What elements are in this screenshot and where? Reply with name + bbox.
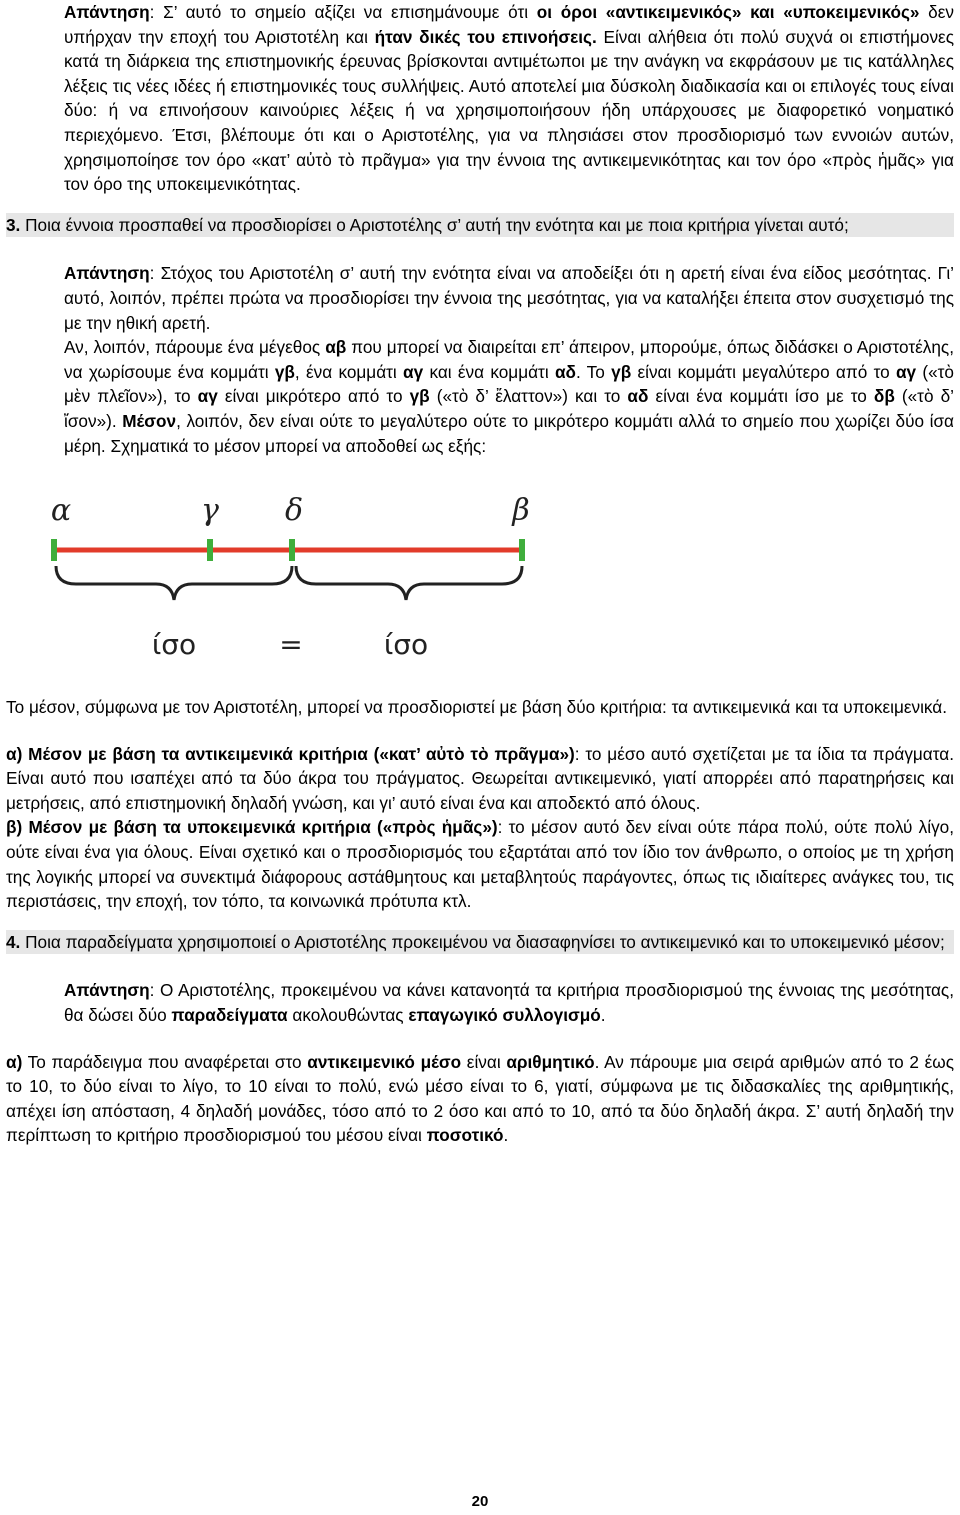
question-4: 4. Ποια παραδείγματα χρησιμοποιεί ο Αριστοτέλης προκειμένου να διασαφηνίσει το αντικειμενικό και το υποκειμενικό μέσον; [6, 930, 954, 955]
equal-right-label: ίσο [383, 628, 429, 662]
point-beta [519, 539, 525, 561]
answer-label: Απάντηση [64, 263, 150, 284]
answer-3-segment-paragraph: Αν, λοιπόν, πάρουμε ένα μέγεθος αβ που μπορεί να διαιρείται επ’ άπειρον, μπορούμε, όπως διδάσκει ο Αριστοτέλης, να χωρίσουμε ένα κομμάτι γβ, ένα κομμάτι αγ και ένα κομμάτι αδ. Το γβ είναι κομμάτι μεγαλύτερο από το αγ («τὸ μὲν πλεῖον»), το αγ είναι μικρότερο από το γβ («τὸ δ’ ἔλαττον») και το αδ είναι ένα κομμάτι ίσο με το δβ («τὸ δ’ ἴσον»). Μέσον, λοιπόν, δεν είναι ούτε το μεγαλύτερο ούτε το μικρότερο κομμάτι αλλά το σημείο που χωρίζει δύο ίσα μέρη. Σχηματικά το μέσον μπορεί να αποδοθεί ως εξής: [64, 337, 954, 456]
answer-label: Απάντηση [64, 980, 150, 1001]
answer-paragraph-2: Απάντηση: Σ’ αυτό το σημείο αξίζει να επισημάνουμε ότι οι όροι «αντικειμενικός» και «υποκειμενικός» δεν υπήρχαν την εποχή του Αριστοτέλη και ήταν δικές του επινοήσεις. Είναι αλήθεια ότι πολύ συχνά οι επιστήμονες κατά τη διάρκεια της επιστημονικής έρευνας βρίσκονται αντιμέτωποι με την ανάγκη να εκφράσουν με τις κατάλληλες λέξεις τις νέες ιδέες ή επιστημονικές τους συλλήψεις. Αυτό αποτελεί μια δύσκολη διαδικασία και οι επιλογές τους είναι δύο: ή να επινοήσουν καινούριες λέξεις ή να χρησιμοποιήσουν ήδη υπάρχουσες με διαφορετικό νοηματικό περιεχόμενο. Έτσι, βλέπουμε ότι και ο Αριστοτέλης, για να πλησιάσει στον προσδιορισμό των εννοιών αυτών, χρησιμοποίησε τον όρο «κατ’ αὐτὸ τὸ πρᾶγμα» για την έννοια της αντικειμενικότητας και τον όρο «πρὸς ἡμᾶς» για τον όρο της υποκειμενικότητας. [64, 2, 954, 195]
label-alpha: α [50, 493, 72, 529]
question-number: 4. [6, 931, 21, 952]
objective-mean-paragraph: α) Μέσον με βάση τα αντικειμενικά κριτήρια («κατ’ αὐτὸ τὸ πρᾶγμα»): το μέσο αυτό σχετίζεται με τα ίδια τα πράγματα. Είναι αυτό που ισαπέχει από τα δύο άκρα του πράγματος. Θεωρείται αντικειμενικό, γιατί απορρέει από παρατηρήσεις και μετρήσεις, από επιστημονική δηλαδή γνώση, και γι’ αυτό είναι ένα και αποδεκτό από όλους. [6, 743, 955, 813]
question-3: 3. Ποια έννοια προσπαθεί να προσδιορίσει ο Αριστοτέλης σ’ αυτή την ενότητα και με ποια κριτήρια γίνεται αυτό; [6, 213, 954, 238]
point-gamma [207, 539, 213, 561]
answer-label: Απάντηση [64, 2, 150, 22]
point-alpha [51, 539, 57, 561]
right-equal-brace [296, 566, 522, 600]
answer-3-paragraph: Απάντηση: Στόχος του Αριστοτέλη σ’ αυτή την ενότητα είναι να αποδείξει ότι η αρετή είναι ένα είδος μεσότητας. Γι’ αυτό, λοιπόν, πρέπει πρώτα να προσδιορίσει την έννοια της μεσότητας, για να καταλήξει έπειτα στον συσχετισμό της με την ηθική αρετή. [64, 263, 954, 333]
label-delta: δ [284, 493, 304, 529]
equals-sign: = [279, 628, 303, 662]
point-delta [289, 539, 295, 561]
equal-left-label: ίσο [151, 628, 197, 662]
page-number: 20 [471, 1493, 489, 1510]
answer-4-example-a: α) Το παράδειγμα που αναφέρεται στο αντικειμενικό μέσο είναι αριθμητικό. Αν πάρουμε μια σειρά αριθμών από το 2 έως το 10, το δύο είναι το λίγο, το 10 είναι το πολύ, ενώ μέσο είναι το 6, γιατί, σύμφωνα με τις διδασκαλίες της αριθμητικής, απέχει ίση απόσταση, 4 δηλαδή μονάδες, τόσο από το 2 όσο και από το 10, από τα δύο δηλαδή άκρα. Σ’ αυτή δηλαδή την περίπτωση το κριτήριο προσδιορισμού του μέσου είναι ποσοτικό. [6, 1051, 954, 1146]
subjective-mean-paragraph: β) Μέσον με βάση τα υποκειμενικά κριτήρια («πρὸς ἡμᾶς»): το μέσον αυτό δεν είναι ούτε πάρα πολύ, ούτε πολύ λίγο, ούτε είναι ένα για όλους. Είναι σχετικό και ο προσδιορισμός του εξαρτάται από τον ίδιο τον άνθρωπο, ο οποίος με τη χρήση της λογικής μπορεί να συνεκτιμά διάφορους αστάθμητους και μεταβλητούς παράγοντες, όπως τις ιδιαίτερες ανάγκες του, τις περιστάσεις, την εποχή, τον τόπο, τα κοινωνικά πρότυπα κτλ. [6, 817, 954, 912]
label-beta: β [512, 493, 530, 529]
left-equal-brace [56, 566, 292, 600]
question-number: 3. [6, 214, 21, 235]
label-gamma: γ [201, 493, 219, 529]
answer-4-paragraph: Απάντηση: Ο Αριστοτέλης, προκειμένου να κάνει κατανοητά τα κριτήρια προσδιορισμού της έννοιας της μεσότητας, θα δώσει δύο παραδείγματα ακολουθώντας επαγωγικό συλλογισμό. [64, 980, 954, 1026]
midpoint-diagram [6, 458, 954, 683]
segment-figure [6, 458, 954, 683]
mean-criteria-paragraph: Το μέσον, σύμφωνα με τον Αριστοτέλη, μπορεί να προσδιοριστεί με βάση δύο κριτήρια: τα αντικειμενικά και τα υποκειμενικά. [6, 697, 948, 718]
document-page [6, 0, 954, 1148]
